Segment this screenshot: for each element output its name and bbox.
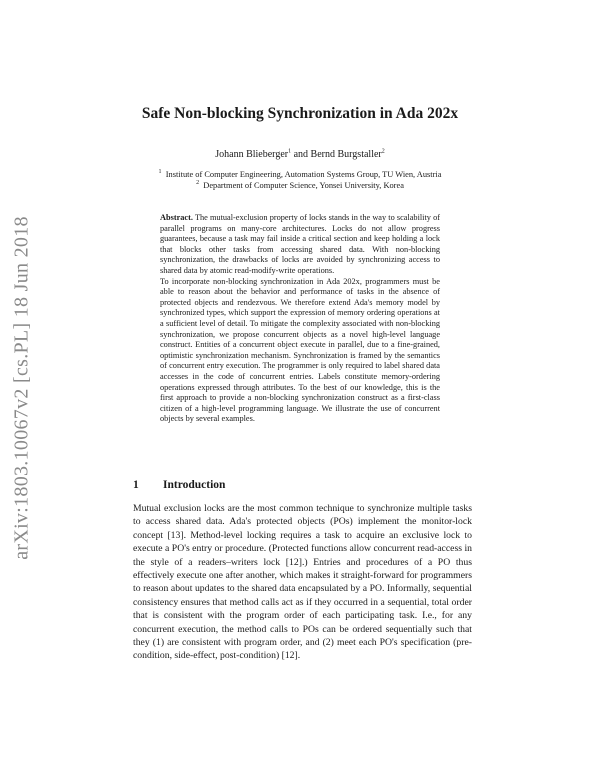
- abstract-paragraph-2: To incorporate non-blocking synchronization in Ada 202x, programmers must be able to reason about the behavior and performance of tasks in the absence of protected objects and rendezvous. We therefore extend Ada's memory model by synchronized types, which support the expression of memory ordering operations at a sufficient level of detail. To mitigate the complexity associated with non-blocking synchronization, we propose concurrent objects as a novel high-level language construct. Entities of a concurrent object execute in parallel, due to a fine-grained, optimistic synchronization mechanism. Synchronization is framed by the semantics of concurrent entry execution. The programmer is only required to label shared data accesses in the code of concurrent entries. Labels constitute memory-ordering operations expressed through attributes. To the best of our knowledge, this is the first approach to provide a non-blocking synchronization construct as a first-class citizen of a high-level programming language. We illustrate the use of concurrent objects by several examples.: [160, 276, 440, 424]
- section-title: Introduction: [163, 479, 226, 491]
- affiliation-mark: 1: [158, 169, 162, 176]
- author-joiner: and: [291, 149, 311, 160]
- abstract-text: The mutual-exclusion property of locks stands in the way to scalability of parallel programs on many-core architectures. Locks do not allow progress guarantees, because a task may fail inside a critical section and keep holding a lock that blocks other tasks from accessing shared data. With non-blocking synchronization, the drawbacks of locks are avoided by synchronizing access to shared data by atomic read-modify-write operations.: [160, 213, 440, 275]
- section-heading: [133, 479, 473, 491]
- affiliation-1: [0, 170, 600, 179]
- arxiv-identifier: arXiv:1803.10067v2 [cs.PL] 18 Jun 2018: [10, 216, 33, 560]
- affiliation-mark: 2: [196, 180, 200, 187]
- abstract: [160, 213, 440, 425]
- author-name: Johann Blieberger: [215, 149, 289, 160]
- section-number: 1: [133, 479, 139, 491]
- affiliation-2: [0, 181, 600, 190]
- abstract-paragraph-1: [160, 213, 440, 277]
- affiliation-mark: 1: [288, 148, 292, 155]
- paper-title: Safe Non-blocking Synchronization in Ada 202x: [141, 105, 459, 122]
- body-paragraph: Mutual exclusion locks are the most common technique to synchronize multiple tasks to access shared data. Ada's protected objects (POs) implement the monitor-lock concept [13]. Method-level locking requires a task to acquire an exclusive lock to execute a PO's entry or procedure. (Protected functions allow concurrent read-access in the style of a readers–writers lock [12].) Entries and procedures of a PO thus effectively execute one after another, which makes it straight-forward for programmers to reason about updates to the shared data encapsulated by a PO. Informally, sequential consistency ensures that method calls act as if they occurred in a sequential, total order that is consistent with the program order of each participating task. I.e., for any concurrent execution, the method calls to POs can be ordered sequentially such that they (1) are consistent with program order, and (2) meet each PO's specification (pre-condition, side-effect, post-condition) [12].: [133, 503, 472, 662]
- author-name: Bernd Burgstaller: [310, 149, 382, 160]
- author-line: [0, 149, 600, 160]
- abstract-label: Abstract.: [160, 213, 193, 222]
- affiliation-text: Institute of Computer Engineering, Automation Systems Group, TU Wien, Austria: [165, 170, 442, 179]
- affiliation-text: Department of Computer Science, Yonsei University, Korea: [203, 181, 404, 190]
- affiliation-mark: 2: [381, 148, 385, 155]
- section-body: [133, 502, 472, 663]
